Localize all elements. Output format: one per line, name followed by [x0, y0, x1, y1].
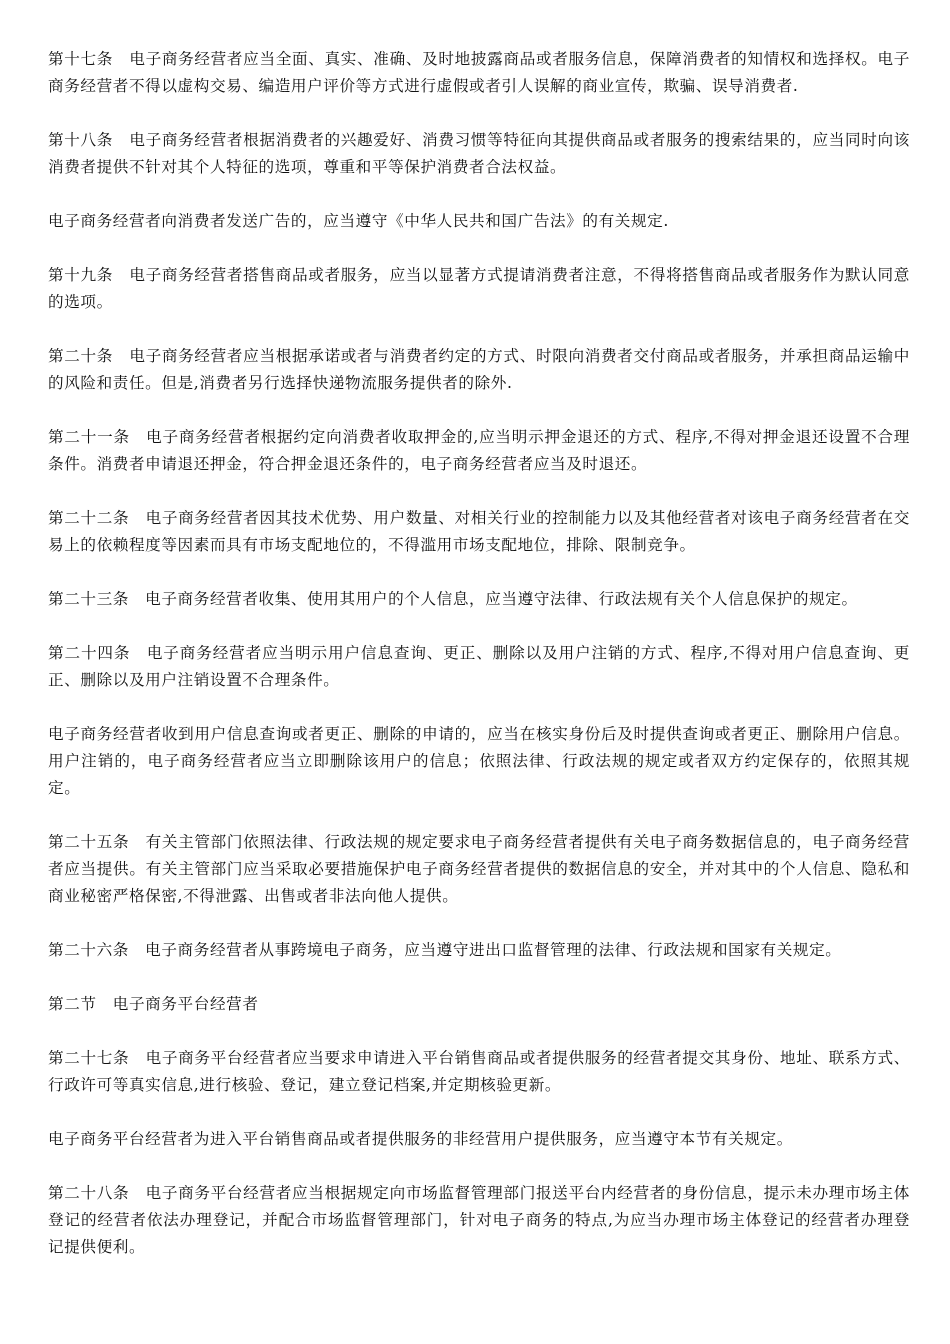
article-23: 第二十三条 电子商务经营者收集、使用其用户的个人信息，应当遵守法律、行政法规有关个人信息保护的规定。 [48, 590, 858, 608]
article-22: 第二十二条 电子商务经营者因其技术优势、用户数量、对相关行业的控制能力以及其他经营者对该电子商务经营者在交易上的依赖程度等因素而具有市场支配地位的，不得滥用市场支配地位，排除、限制竞争。 [48, 509, 910, 554]
article-25: 第二十五条 有关主管部门依照法律、行政法规的规定要求电子商务经营者提供有关电子商务数据信息的，电子商务经营者应当提供。有关主管部门应当采取必要措施保护电子商务经营者提供的数据信息的安全，并对其中的个人信息、隐私和商业秘密严格保密,不得泄露、出售或者非法向他人提供。 [48, 833, 910, 905]
article-27-non-operating-users: 电子商务平台经营者为进入平台销售商品或者提供服务的非经营用户提供服务，应当遵守本节有关规定。 [48, 1130, 793, 1148]
section-heading: 第二节 电子商务平台经营者 [48, 995, 259, 1013]
article-19: 第十九条 电子商务经营者搭售商品或者服务，应当以显著方式提请消费者注意，不得将搭售商品或者服务作为默认同意的选项。 [48, 266, 910, 311]
document-page [48, 46, 910, 1288]
article-24-deletion: 电子商务经营者收到用户信息查询或者更正、删除的申请的，应当在核实身份后及时提供查询或者更正、删除用户信息。用户注销的，电子商务经营者应当立即删除该用户的信息；依照法律、行政法规的规定或者双方约定保存的，依照其规定。 [48, 725, 910, 797]
article-18: 第十八条 电子商务经营者根据消费者的兴趣爱好、消费习惯等特征向其提供商品或者服务的搜索结果的，应当同时向该消费者提供不针对其个人特征的选项，尊重和平等保护消费者合法权益。 [48, 131, 910, 176]
article-17: 第十七条 电子商务经营者应当全面、真实、准确、及时地披露商品或者服务信息，保障消费者的知情权和选择权。电子商务经营者不得以虚构交易、编造用户评价等方式进行虚假或者引人误解的商业宣传，欺骗、误导消费者. [48, 50, 910, 95]
article-18-advertising: 电子商务经营者向消费者发送广告的，应当遵守《中华人民共和国广告法》的有关规定. [48, 212, 669, 230]
article-27: 第二十七条 电子商务平台经营者应当要求申请进入平台销售商品或者提供服务的经营者提交其身份、地址、联系方式、行政许可等真实信息,进行核验、登记，建立登记档案,并定期核验更新。 [48, 1049, 910, 1094]
article-28: 第二十八条 电子商务平台经营者应当根据规定向市场监督管理部门报送平台内经营者的身份信息，提示未办理市场主体登记的经营者依法办理登记，并配合市场监督管理部门，针对电子商务的特点,为应当办理市场主体登记的经营者办理登记提供便利。 [48, 1184, 910, 1256]
article-26: 第二十六条 电子商务经营者从事跨境电子商务，应当遵守进出口监督管理的法律、行政法规和国家有关规定。 [48, 941, 842, 959]
article-20: 第二十条 电子商务经营者应当根据承诺或者与消费者约定的方式、时限向消费者交付商品或者服务，并承担商品运输中的风险和责任。但是,消费者另行选择快递物流服务提供者的除外. [48, 347, 910, 392]
article-24: 第二十四条 电子商务经营者应当明示用户信息查询、更正、删除以及用户注销的方式、程序,不得对用户信息查询、更正、删除以及用户注销设置不合理条件。 [48, 644, 910, 689]
article-21: 第二十一条 电子商务经营者根据约定向消费者收取押金的,应当明示押金退还的方式、程序,不得对押金退还设置不合理条件。消费者申请退还押金，符合押金退还条件的，电子商务经营者应当及时退还。 [48, 428, 910, 473]
